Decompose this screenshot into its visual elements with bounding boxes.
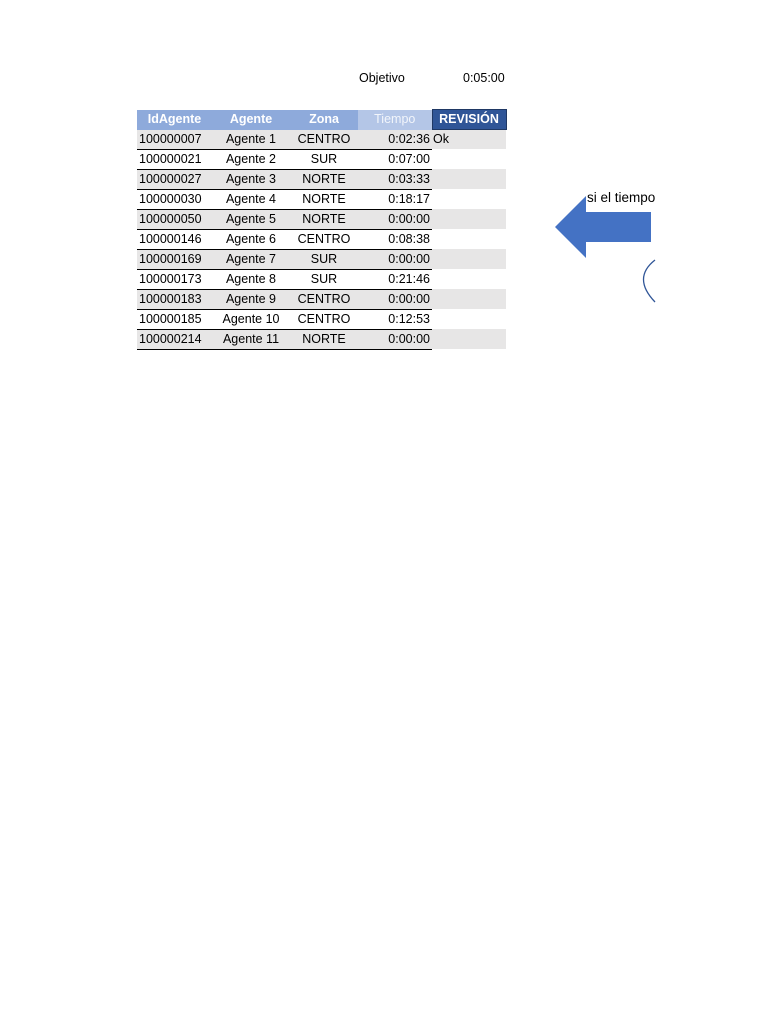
cell-zona[interactable]: CENTRO [290, 309, 358, 329]
cell-zona[interactable]: SUR [290, 249, 358, 269]
left-arrow-icon [555, 196, 651, 258]
cell-agente[interactable]: Agente 4 [212, 189, 290, 209]
cell-agente[interactable]: Agente 11 [212, 329, 290, 349]
table-row [137, 309, 506, 329]
table-row [137, 269, 506, 289]
cell-revision[interactable] [432, 209, 506, 229]
cell-agente[interactable]: Agente 2 [212, 149, 290, 169]
header-tiempo[interactable]: Tiempo [358, 110, 432, 130]
cell-zona[interactable]: CENTRO [290, 130, 358, 150]
table-row [137, 149, 506, 169]
cell-revision[interactable] [432, 149, 506, 169]
cell-tiempo[interactable]: 0:02:36 [358, 130, 432, 150]
cell-agente[interactable]: Agente 1 [212, 130, 290, 150]
table-row [137, 289, 506, 309]
cell-agente[interactable]: Agente 3 [212, 169, 290, 189]
cell-revision[interactable] [432, 289, 506, 309]
table-row [137, 209, 506, 229]
header-revision[interactable]: REVISIÓN [432, 110, 506, 130]
table-body [137, 130, 506, 350]
table-row [137, 189, 506, 209]
cell-idagente[interactable]: 100000030 [137, 189, 212, 209]
header-idagente[interactable]: IdAgente [137, 110, 212, 130]
cell-tiempo[interactable]: 0:21:46 [358, 269, 432, 289]
agents-table [137, 109, 507, 350]
cell-revision[interactable] [432, 309, 506, 329]
table-row [137, 130, 506, 150]
cell-tiempo[interactable]: 0:08:38 [358, 229, 432, 249]
cell-tiempo[interactable]: 0:00:00 [358, 209, 432, 229]
arc-icon [636, 258, 658, 304]
cell-idagente[interactable]: 100000007 [137, 130, 212, 150]
cell-zona[interactable]: NORTE [290, 169, 358, 189]
header-zona[interactable]: Zona [290, 110, 358, 130]
cell-idagente[interactable]: 100000027 [137, 169, 212, 189]
cell-agente[interactable]: Agente 10 [212, 309, 290, 329]
table-row [137, 169, 506, 189]
cell-revision[interactable] [432, 189, 506, 209]
cell-revision[interactable] [432, 269, 506, 289]
annotation-text: si el tiempo [587, 190, 656, 205]
cell-agente[interactable]: Agente 6 [212, 229, 290, 249]
cell-idagente[interactable]: 100000214 [137, 329, 212, 349]
table-row [137, 249, 506, 269]
cell-agente[interactable]: Agente 7 [212, 249, 290, 269]
objetivo-label: Objetivo [359, 71, 405, 85]
cell-tiempo[interactable]: 0:00:00 [358, 329, 432, 349]
cell-idagente[interactable]: 100000050 [137, 209, 212, 229]
cell-tiempo[interactable]: 0:18:17 [358, 189, 432, 209]
cell-agente[interactable]: Agente 5 [212, 209, 290, 229]
cell-revision[interactable] [432, 229, 506, 249]
cell-tiempo[interactable]: 0:00:00 [358, 249, 432, 269]
cell-tiempo[interactable]: 0:12:53 [358, 309, 432, 329]
cell-idagente[interactable]: 100000185 [137, 309, 212, 329]
cell-zona[interactable]: SUR [290, 269, 358, 289]
cell-idagente[interactable]: 100000169 [137, 249, 212, 269]
arc-path [644, 260, 656, 302]
table-header-row [137, 110, 506, 130]
objetivo-value: 0:05:00 [463, 71, 505, 85]
cell-revision[interactable]: Ok [432, 130, 506, 150]
cell-idagente[interactable]: 100000146 [137, 229, 212, 249]
cell-zona[interactable]: NORTE [290, 189, 358, 209]
cell-tiempo[interactable]: 0:03:33 [358, 169, 432, 189]
cell-revision[interactable] [432, 249, 506, 269]
cell-revision[interactable] [432, 169, 506, 189]
table-row [137, 229, 506, 249]
cell-revision[interactable] [432, 329, 506, 349]
cell-agente[interactable]: Agente 9 [212, 289, 290, 309]
cell-zona[interactable]: SUR [290, 149, 358, 169]
cell-zona[interactable]: NORTE [290, 329, 358, 349]
cell-tiempo[interactable]: 0:07:00 [358, 149, 432, 169]
cell-tiempo[interactable]: 0:00:00 [358, 289, 432, 309]
cell-zona[interactable]: CENTRO [290, 229, 358, 249]
cell-idagente[interactable]: 100000173 [137, 269, 212, 289]
cell-idagente[interactable]: 100000183 [137, 289, 212, 309]
header-agente[interactable]: Agente [212, 110, 290, 130]
cell-agente[interactable]: Agente 8 [212, 269, 290, 289]
cell-zona[interactable]: NORTE [290, 209, 358, 229]
table-row [137, 329, 506, 349]
cell-idagente[interactable]: 100000021 [137, 149, 212, 169]
cell-zona[interactable]: CENTRO [290, 289, 358, 309]
left-arrow-shape [555, 196, 651, 258]
